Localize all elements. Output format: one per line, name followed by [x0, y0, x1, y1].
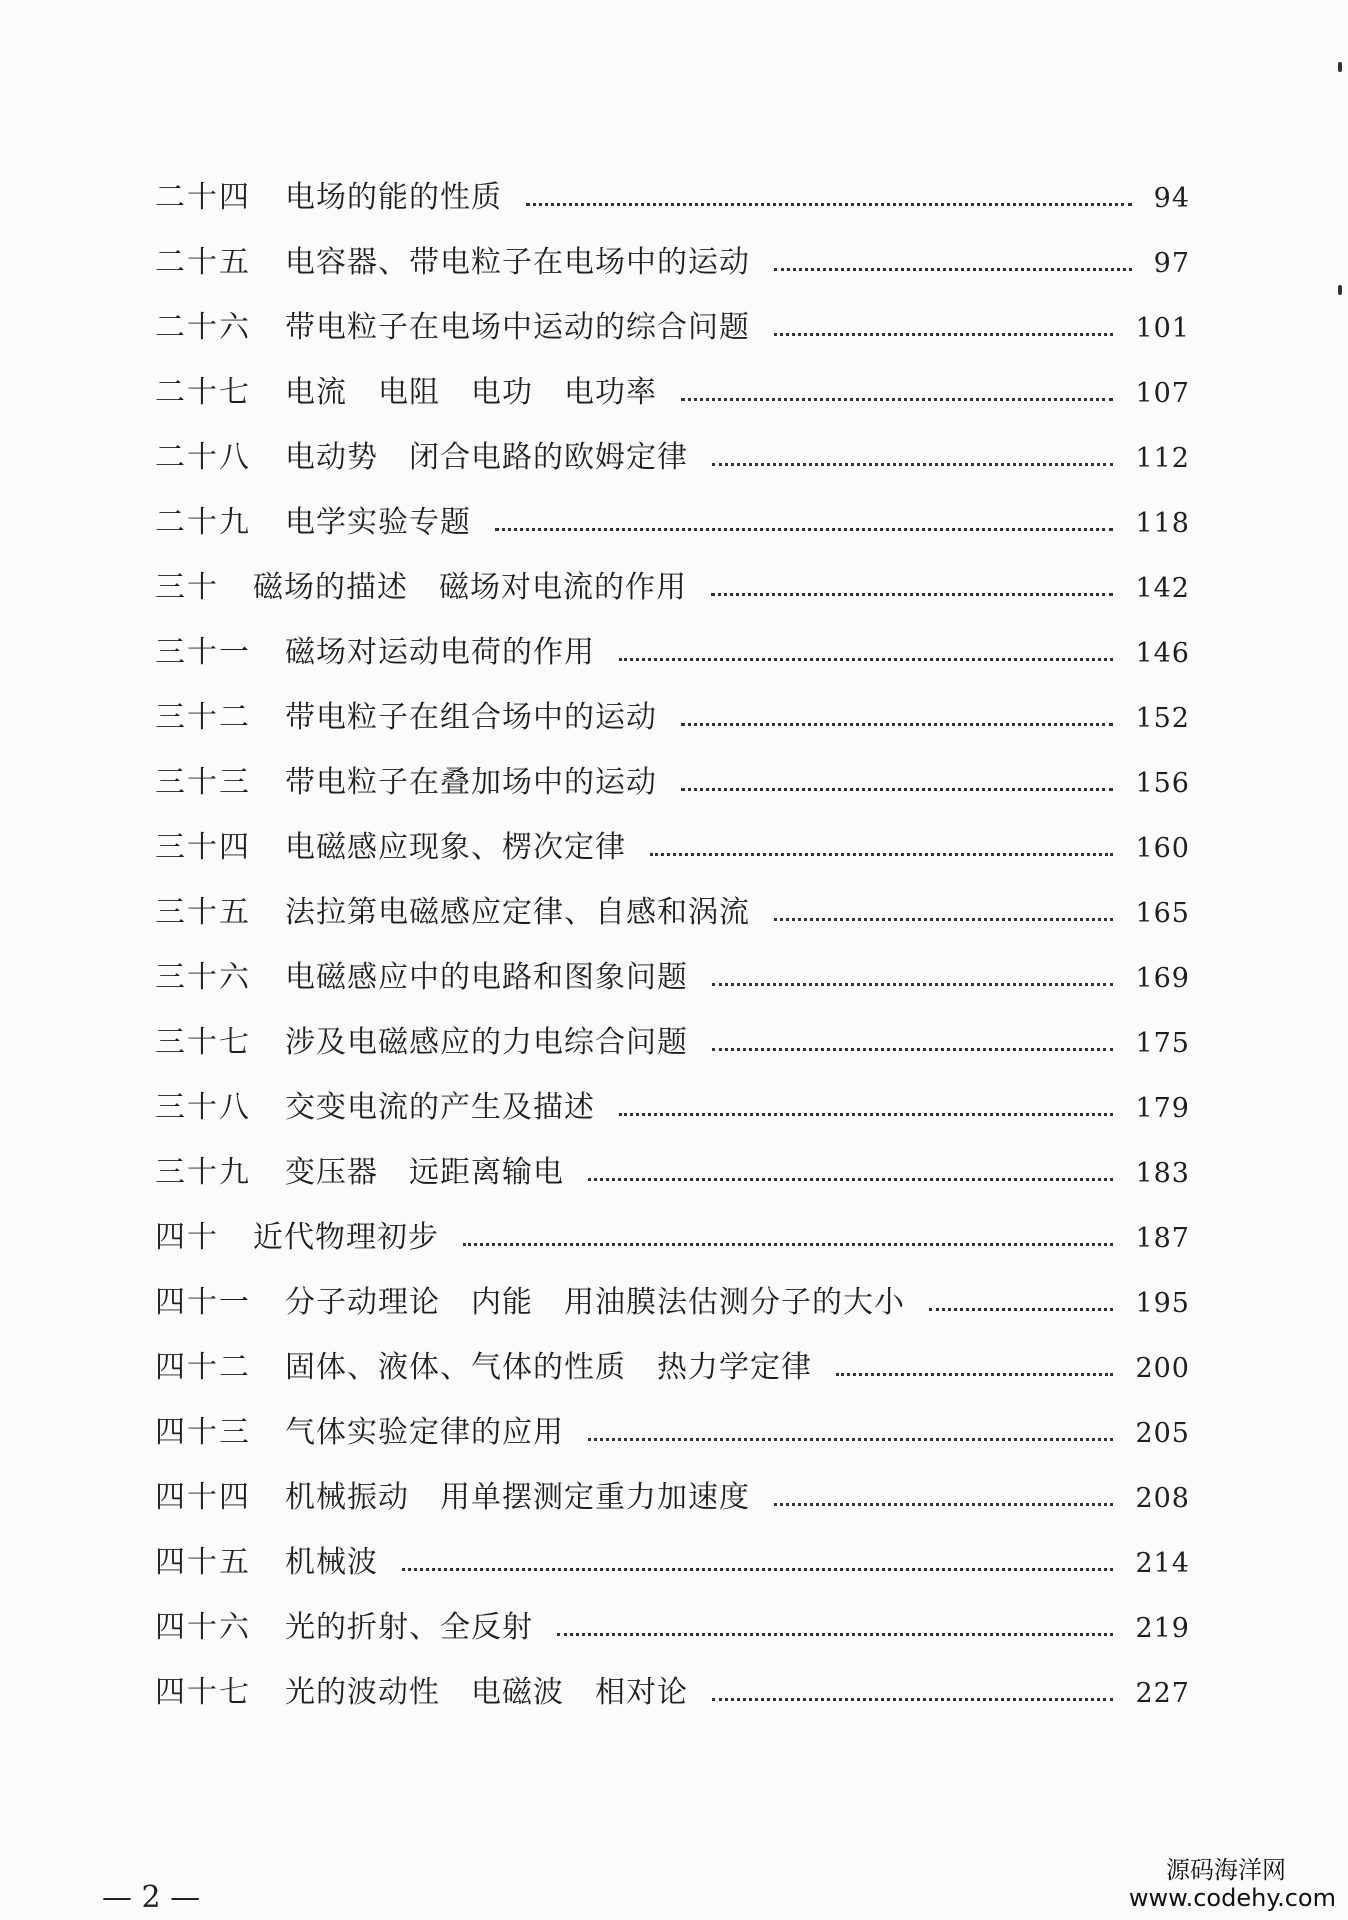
toc-entry-title: 分子动理论 内能 用油膜法估测分子的大小 [285, 1285, 905, 1320]
toc-entry-number: 四十七 [155, 1675, 251, 1710]
toc-entry-number: 三十一 [155, 635, 251, 670]
toc-entry-page: 187 [1135, 1223, 1190, 1254]
toc-entry-page: 101 [1135, 313, 1190, 344]
dot-leader [774, 1502, 1113, 1506]
toc-entry [155, 1270, 1190, 1335]
dot-leader [650, 852, 1113, 856]
watermark-url: www.codehy.com [1128, 1884, 1336, 1912]
toc-entry [155, 880, 1190, 945]
toc-entry-title: 机械振动 用单摆测定重力加速度 [285, 1480, 750, 1515]
dot-leader [557, 1632, 1113, 1636]
toc-entry [155, 1140, 1190, 1205]
dot-leader [619, 657, 1113, 661]
toc-entry-number: 四十五 [155, 1545, 251, 1580]
dot-leader [929, 1307, 1113, 1311]
toc-entry [155, 945, 1190, 1010]
toc-entry-page: 169 [1135, 963, 1190, 994]
toc-entry [155, 230, 1190, 295]
scan-edge-mark [1338, 285, 1342, 295]
toc-entry [155, 490, 1190, 555]
toc-entry-number: 二十四 [155, 180, 251, 215]
toc-entry-page: 214 [1135, 1548, 1190, 1579]
toc-entry [155, 1465, 1190, 1530]
dot-leader [711, 592, 1113, 596]
toc-entry-number: 二十五 [155, 245, 251, 280]
dot-leader [712, 982, 1113, 986]
toc-entry-number: 三十九 [155, 1155, 251, 1190]
table-of-contents [155, 165, 1190, 1725]
toc-entry-title: 涉及电磁感应的力电综合问题 [285, 1025, 688, 1060]
toc-entry-number: 四十六 [155, 1610, 251, 1645]
toc-entry [155, 1400, 1190, 1465]
dot-leader [588, 1177, 1113, 1181]
toc-entry-page: 160 [1135, 833, 1190, 864]
toc-entry-title: 带电粒子在组合场中的运动 [285, 700, 657, 735]
toc-entry [155, 555, 1190, 620]
toc-entry [155, 360, 1190, 425]
dot-leader [774, 267, 1132, 271]
toc-entry-title: 电磁感应中的电路和图象问题 [285, 960, 688, 995]
toc-entry-title: 磁场对运动电荷的作用 [285, 635, 595, 670]
toc-entry-number: 三十三 [155, 765, 251, 800]
dot-leader [774, 917, 1113, 921]
toc-entry-page: 175 [1135, 1028, 1190, 1059]
toc-entry-page: 219 [1135, 1613, 1190, 1644]
toc-entry-title: 法拉第电磁感应定律、自感和涡流 [285, 895, 750, 930]
toc-entry [155, 1010, 1190, 1075]
toc-entry-page: 112 [1135, 443, 1190, 474]
toc-entry-title: 带电粒子在电场中运动的综合问题 [285, 310, 750, 345]
dot-leader [495, 527, 1113, 531]
toc-entry-number: 四十二 [155, 1350, 251, 1385]
page-number: — 2 — [102, 1880, 201, 1915]
toc-entry-title: 气体实验定律的应用 [285, 1415, 564, 1450]
toc-entry-page: 183 [1135, 1158, 1190, 1189]
toc-entry-page: 195 [1135, 1288, 1190, 1319]
toc-entry-title: 电容器、带电粒子在电场中的运动 [285, 245, 750, 280]
toc-entry-page: 142 [1135, 573, 1190, 604]
watermark-name: 源码海洋网 [1166, 1856, 1286, 1884]
toc-entry [155, 1335, 1190, 1400]
toc-entry-page: 205 [1135, 1418, 1190, 1449]
toc-entry-title: 光的波动性 电磁波 相对论 [285, 1675, 688, 1710]
toc-entry [155, 295, 1190, 360]
toc-entry-title: 机械波 [285, 1545, 378, 1580]
toc-entry-number: 三十六 [155, 960, 251, 995]
toc-entry [155, 620, 1190, 685]
dot-leader [681, 397, 1113, 401]
toc-entry-number: 二十六 [155, 310, 251, 345]
toc-entry-page: 227 [1135, 1678, 1190, 1709]
toc-entry [155, 815, 1190, 880]
toc-entry-page: 208 [1135, 1483, 1190, 1514]
toc-entry-number: 三十 [155, 570, 219, 605]
toc-entry-title: 光的折射、全反射 [285, 1610, 533, 1645]
dot-leader [712, 462, 1113, 466]
scan-edge-mark [1338, 62, 1342, 72]
dot-leader [712, 1047, 1113, 1051]
toc-entry-title: 固体、液体、气体的性质 热力学定律 [285, 1350, 812, 1385]
toc-entry-page: 146 [1135, 638, 1190, 669]
watermark [1129, 1856, 1336, 1912]
dot-leader [681, 787, 1113, 791]
toc-entry-number: 四十三 [155, 1415, 251, 1450]
toc-entry-page: 165 [1135, 898, 1190, 929]
toc-entry [155, 1660, 1190, 1725]
toc-entry-title: 电学实验专题 [285, 505, 471, 540]
dot-leader [463, 1242, 1113, 1246]
toc-entry-number: 二十九 [155, 505, 251, 540]
toc-entry-number: 四十 [155, 1220, 219, 1255]
toc-entry-title: 电场的能的性质 [285, 180, 502, 215]
toc-entry-page: 179 [1135, 1093, 1190, 1124]
toc-entry-number: 四十一 [155, 1285, 251, 1320]
toc-entry-title: 电磁感应现象、楞次定律 [285, 830, 626, 865]
toc-entry-title: 近代物理初步 [253, 1220, 439, 1255]
toc-entry-page: 107 [1135, 378, 1190, 409]
toc-entry-number: 三十八 [155, 1090, 251, 1125]
toc-entry-page: 97 [1153, 248, 1190, 279]
dot-leader [836, 1372, 1113, 1376]
toc-entry [155, 1530, 1190, 1595]
toc-entry [155, 1205, 1190, 1270]
toc-entry-page: 94 [1153, 183, 1190, 214]
toc-entry-title: 磁场的描述 磁场对电流的作用 [253, 570, 687, 605]
toc-entry [155, 425, 1190, 490]
toc-entry-title: 交变电流的产生及描述 [285, 1090, 595, 1125]
dot-leader [588, 1437, 1113, 1441]
toc-entry-title: 电流 电阻 电功 电功率 [285, 375, 657, 410]
dot-leader [681, 722, 1113, 726]
toc-entry-number: 三十二 [155, 700, 251, 735]
toc-entry-page: 152 [1135, 703, 1190, 734]
toc-entry-page: 156 [1135, 768, 1190, 799]
toc-entry-number: 二十七 [155, 375, 251, 410]
toc-entry-title: 变压器 远距离输电 [285, 1155, 564, 1190]
toc-entry [155, 1075, 1190, 1140]
toc-entry-number: 三十七 [155, 1025, 251, 1060]
dot-leader [402, 1567, 1113, 1571]
toc-entry [155, 165, 1190, 230]
dot-leader [774, 332, 1113, 336]
toc-entry-title: 带电粒子在叠加场中的运动 [285, 765, 657, 800]
dot-leader [526, 202, 1132, 206]
toc-entry-page: 200 [1135, 1353, 1190, 1384]
toc-entry-page: 118 [1135, 508, 1190, 539]
toc-entry-number: 四十四 [155, 1480, 251, 1515]
toc-entry-number: 三十四 [155, 830, 251, 865]
dot-leader [712, 1697, 1113, 1701]
dot-leader [619, 1112, 1113, 1116]
toc-entry [155, 1595, 1190, 1660]
toc-entry-number: 二十八 [155, 440, 251, 475]
toc-entry [155, 750, 1190, 815]
toc-entry [155, 685, 1190, 750]
toc-entry-number: 三十五 [155, 895, 251, 930]
toc-entry-title: 电动势 闭合电路的欧姆定律 [285, 440, 688, 475]
